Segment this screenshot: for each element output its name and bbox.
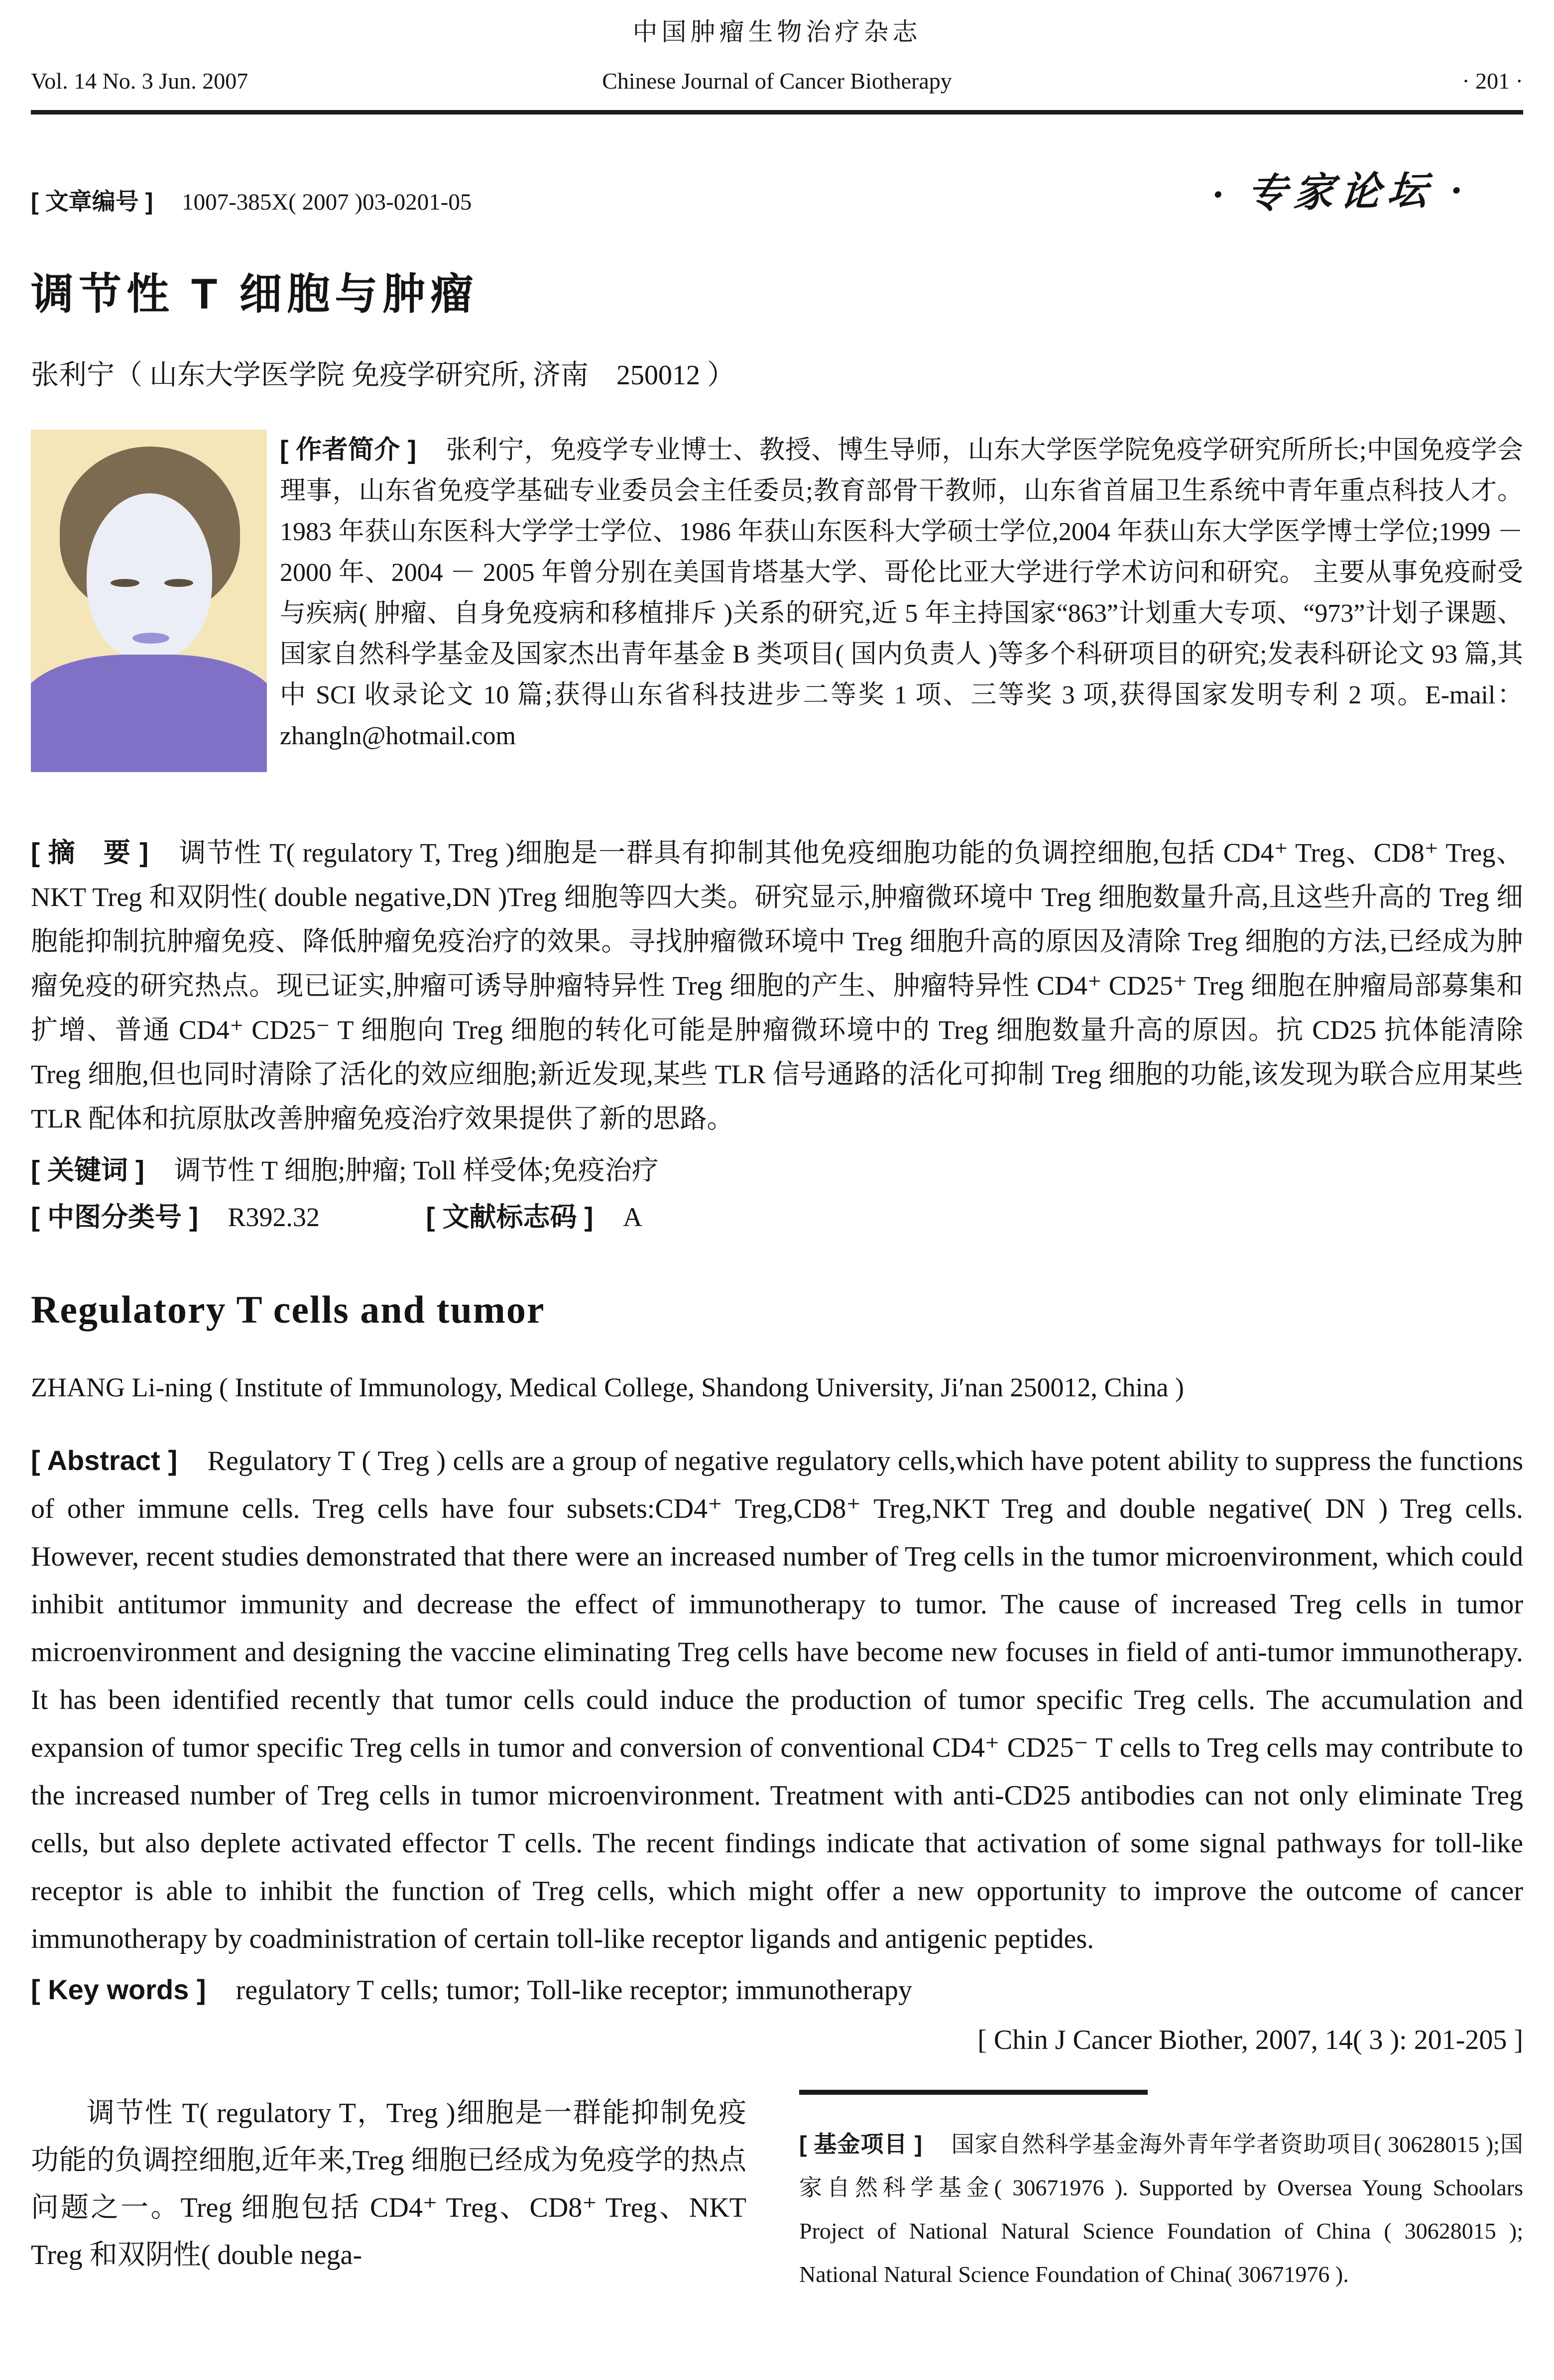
- author-bio-paragraph: [280, 430, 1523, 772]
- photo-eye-right: [164, 579, 193, 587]
- footnote-column: [799, 2090, 1523, 2296]
- keywords-en-text: regulatory T cells; tumor; Toll-like receptor; immunotherapy: [236, 1975, 913, 2006]
- classification-line: [31, 1196, 1523, 1239]
- footnote-rule: [799, 2090, 1148, 2095]
- abstract-cn-label: [ 摘 要 ]: [31, 838, 149, 868]
- author-affiliation-cn: 张利宁（ 山东大学医学院 免疫学研究所, 济南 250012 ）: [31, 360, 735, 391]
- abstract-en-label: [ Abstract ]: [31, 1445, 178, 1476]
- article-title-en: Regulatory T cells and tumor: [31, 1288, 545, 1331]
- volume-info: Vol. 14 No. 3 Jun. 2007: [31, 68, 248, 94]
- meta-row: [31, 159, 1523, 217]
- column-banner-expert-forum: · 专家论坛 ·: [1210, 168, 1470, 217]
- abstract-cn-text: 调节性 T( regulatory T, Treg )细胞是一群具有抑制其他免疫细胞功能的负调控细胞,包括 CD4⁺ Treg、CD8⁺ Treg、NKT Treg 和双阴性( double negative,DN )Treg 细胞等四大类。研究显示,肿瘤微环境中 Treg 细胞数量升高,且这些升高的 Treg 细胞能抑制抗肿瘤免疫、降低肿瘤免疫治疗的效果。寻找肿瘤微环境中 Treg 细胞升高的原因及清除 Treg 细胞的方法,已经成为肿瘤免疫的研究热点。现已证实,肿瘤可诱导肿瘤特异性 Treg 细胞的产生、肿瘤特异性 CD4⁺ CD25⁺ Treg 细胞在肿瘤局部募集和扩增、普通 CD4⁺ CD25⁻ T 细胞向 Treg 细胞的转化可能是肿瘤微环境中的 Treg 细胞数量升高的原因。抗 CD25 抗体能清除 Treg 细胞,但也同时清除了活化的效应细胞;新近发现,某些 TLR 信号通路的活化可抑制 Treg 细胞的功能,该发现为联合应用某些 TLR 配体和抗原肽改善肿瘤免疫治疗效果提供了新的思路。: [31, 838, 1524, 1133]
- clc-number: R392.32: [228, 1202, 320, 1232]
- doc-code-label: [ 文献标志码 ]: [426, 1202, 594, 1232]
- body-intro-paragraph: 调节性 T( regulatory T，Treg )细胞是一群能抑制免疫功能的负调控细胞,近年来,Treg 细胞已经成为免疫学的热点问题之一。Treg 细胞包括 CD4⁺ Treg、CD8⁺ Treg、NKT Treg 和双阴性( double nega-: [31, 2098, 746, 2270]
- abstract-en-paragraph: [31, 1437, 1523, 1963]
- keywords-cn-text: 调节性 T 细胞;肿瘤; Toll 样受体;免疫治疗: [174, 1155, 659, 1185]
- photo-eye-left: [111, 579, 139, 587]
- keywords-en-label: [ Key words ]: [31, 1974, 206, 2005]
- photo-jacket: [31, 655, 267, 772]
- abstract-cn-paragraph: [31, 831, 1523, 1141]
- doc-code-value: A: [623, 1202, 642, 1232]
- article-number-label: [ 文章编号 ]: [31, 188, 153, 215]
- header-rule: [31, 110, 1523, 114]
- keywords-cn-label: [ 关键词 ]: [31, 1155, 144, 1185]
- abstract-en-text: Regulatory T ( Treg ) cells are a group of negative regulatory cells,which have potent ability to suppress the functions of other immune cells. Treg cells have four subsets:CD4⁺ Treg,CD8⁺ Treg,NKT Treg and double negative( DN ) Treg cells. However, recent studies demonstrated that there were an increased number of Treg cells in the tumor microenvironment, which could inhibit antitumor immunity and decrease the effect of immunotherapy to tumor. The cause of increased Treg cells in tumor microenvironment and designing the vaccine eliminating Treg cells have become new focuses in field of anti-tumor immunotherapy. It has been identified recently that tumor cells could induce the production of tumor specific Treg cells. The accumulation and expansion of tumor specific Treg cells in tumor and conversion of conventional CD4⁺ CD25⁻ T cells to Treg cells may contribute to the increased number of Treg cells in tumor microenvironment. Treatment with anti-CD25 antibodies can not only eliminate Treg cells, but also deplete activated effector T cells. The recent findings indicate that activation of some signal pathways for toll-like receptor is able to inhibit the function of Treg cells, which might offer a new opportunity to improve the outcome of cancer immunotherapy by coadministration of certain toll-like receptor ligands and antigenic peptides.: [31, 1446, 1524, 1954]
- clc-label: [ 中图分类号 ]: [31, 1202, 198, 1232]
- keywords-cn-line: [31, 1149, 1523, 1192]
- author-photo: [31, 430, 267, 772]
- author-bio-text: 张利宁，免疫学专业博士、教授、博生导师，山东大学医学院免疫学研究所所长;中国免疫学会理事，山东省免疫学基础专业委员会主任委员;教育部骨干教师，山东省首届卫生系统中青年重点科技人才。1983 年获山东医科大学学士学位、1986 年获山东医科大学硕士学位,2004 年获山东大学医学博士学位;1999 － 2000 年、2004 － 2005 年曾分别在美国肯塔基大学、哥伦比亚大学进行学术访问和研究。 主要从事免疫耐受与疾病( 肿瘤、自身免疫病和移植排斥 )关系的研究,近 5 年主持国家“863”计划重大专项、“973”计划子课题、国家自然科学基金及国家杰出青年基金 B 类项目( 国内负责人 )等多个科研项目的研究;发表科研论文 93 篇,其中 SCI 收录论文 10 篇;获得山东省科技进步二等奖 1 项、三等奖 3 项,获得国家发明专利 2 项。E-mail：zhangln@hotmail.com: [280, 436, 1523, 750]
- author-bio-section: [31, 430, 1523, 772]
- keywords-en-line: [31, 1966, 1523, 2014]
- author-affiliation-en: ZHANG Li-ning ( Institute of Immunology, Medical College, Shandong University, Ji′nan 250012, China ): [31, 1372, 1184, 1402]
- photo-lips: [132, 633, 169, 644]
- body-columns: [31, 2090, 1523, 2296]
- fund-note-paragraph: [799, 2123, 1523, 2296]
- journal-title-en: Chinese Journal of Cancer Biotherapy: [602, 68, 952, 94]
- article-title-cn: 调节性 T 细胞与肿瘤: [31, 270, 478, 318]
- author-bio-label: [ 作者简介 ]: [280, 436, 417, 464]
- header-info-row: [31, 68, 1523, 94]
- page-number: · 201 ·: [1462, 68, 1523, 94]
- fund-note-text: 国家自然科学基金海外青年学者资助项目( 30628015 );国家自然科学基金( 30671976 ). Supported by Oversea Young Schoolars Project of National Natural Science Foundation of China ( 30628015 ); National Natural Science Foundation of China( 30671976 ).: [799, 2132, 1523, 2287]
- journal-title-cn: 中国肿瘤生物治疗杂志: [632, 18, 922, 46]
- article-number-line: [31, 183, 472, 217]
- citation-line: [ Chin J Cancer Biother, 2007, 14( 3 ): 201-205 ]: [977, 2025, 1523, 2055]
- article-number-value: 1007-385X( 2007 )03-0201-05: [182, 189, 472, 215]
- fund-note-label: [ 基金项目 ]: [799, 2131, 923, 2157]
